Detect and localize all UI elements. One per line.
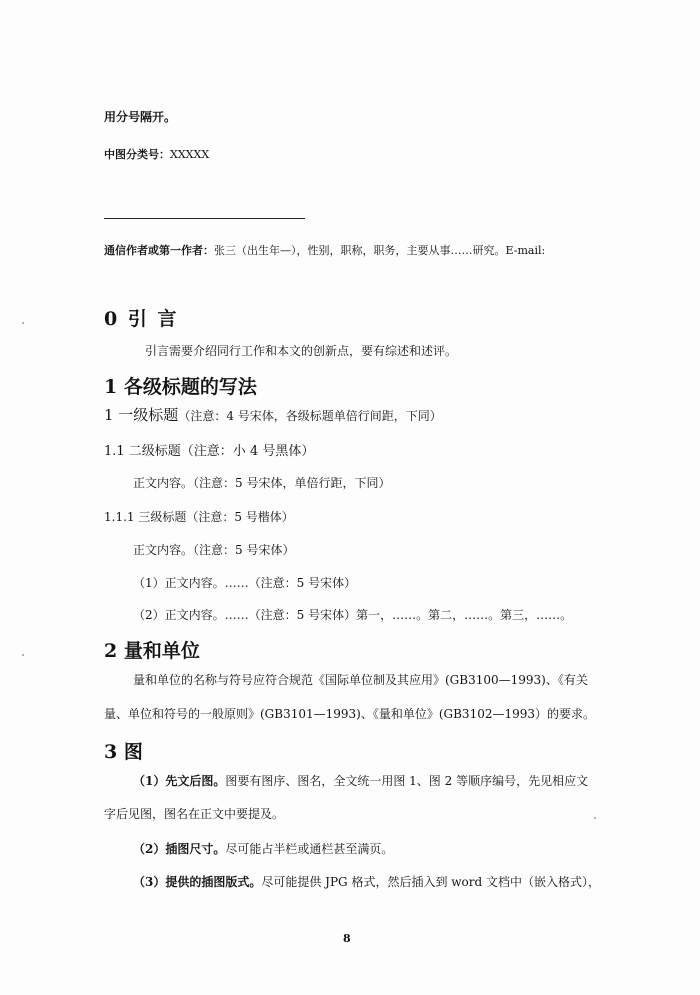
level1-heading-note: （注意：4 号宋体，各级标题单倍行间距，下同） bbox=[178, 409, 442, 423]
figure-rule-1-continuation: 字后见图，图名在正文中要提及。 bbox=[104, 807, 285, 821]
clc-number-line bbox=[104, 146, 209, 162]
section-1-heading: 1 各级标题的写法 bbox=[104, 376, 257, 398]
author-footnote-text: 张三（出生年—），性别，职称，职务，主要从事……研究。E-mail: bbox=[214, 244, 546, 257]
section-0-body: 引言需要介绍同行工作和本文的创新点，要有综述和述评。 bbox=[145, 344, 458, 358]
clc-value: XXXXX bbox=[170, 148, 210, 161]
author-footnote-label: 通信作者或第一作者： bbox=[104, 244, 214, 257]
footnote-separator-rule bbox=[104, 218, 305, 219]
level3-body-example: 正文内容。（注意：5 号宋体） bbox=[133, 543, 295, 557]
level1-heading-example bbox=[104, 404, 442, 425]
level2-heading-example: 1.1 二级标题（注意：小 4 号黑体） bbox=[104, 444, 315, 459]
figure-rule-3-text: 尽可能提供 JPG 格式，然后插入到 word 文档中（嵌入格式）， bbox=[261, 875, 601, 889]
figure-rule-1 bbox=[133, 772, 588, 789]
level3-heading-example: 1.1.1 三级标题（注意：5 号楷体） bbox=[104, 510, 294, 524]
figure-rule-3-lead: （3）提供的插图版式。 bbox=[133, 875, 262, 889]
figure-rule-2-lead: （2）插图尺寸。 bbox=[133, 842, 226, 856]
clc-label: 中图分类号： bbox=[104, 148, 170, 161]
list-item-1: （1）正文内容。……（注意：5 号宋体） bbox=[133, 576, 357, 590]
section-0-heading: 0 引 言 bbox=[104, 308, 179, 330]
figure-rule-2 bbox=[133, 840, 393, 857]
section-3-heading: 3 图 bbox=[104, 741, 143, 763]
author-footnote bbox=[104, 242, 545, 258]
figure-rule-2-text: 尽可能占半栏或通栏甚至满页。 bbox=[225, 842, 394, 856]
section-2-body-line-1: 量和单位的名称与符号应符合规范《国际单位制及其应用》(GB3100—1993)、《有关 bbox=[133, 673, 588, 687]
scan-mark bbox=[594, 817, 596, 819]
keywords-continuation: 用分号隔开。 bbox=[104, 110, 177, 124]
figure-rule-1-text: 图要有图序、图名，全文统一用图 1、图 2 等顺序编号，先见相应文 bbox=[225, 774, 589, 788]
figure-rule-1-lead: （1）先文后图。 bbox=[133, 774, 226, 788]
list-item-2: （2）正文内容。……（注意：5 号宋体）第一，……。第二，……。第三，……。 bbox=[133, 608, 573, 622]
section-2-heading: 2 量和单位 bbox=[104, 640, 200, 662]
level2-body-example: 正文内容。（注意：5 号宋体，单倍行距，下同） bbox=[133, 476, 391, 490]
figure-rule-3 bbox=[133, 873, 600, 890]
section-2-body-line-2: 量、单位和符号的一般原则》(GB3101—1993)、《量和单位》(GB3102—1993）的要求。 bbox=[104, 707, 596, 721]
page-number: 8 bbox=[343, 932, 351, 945]
scan-mark bbox=[22, 322, 24, 324]
level1-heading-title: 1 一级标题 bbox=[104, 406, 179, 424]
scan-mark bbox=[22, 654, 24, 656]
